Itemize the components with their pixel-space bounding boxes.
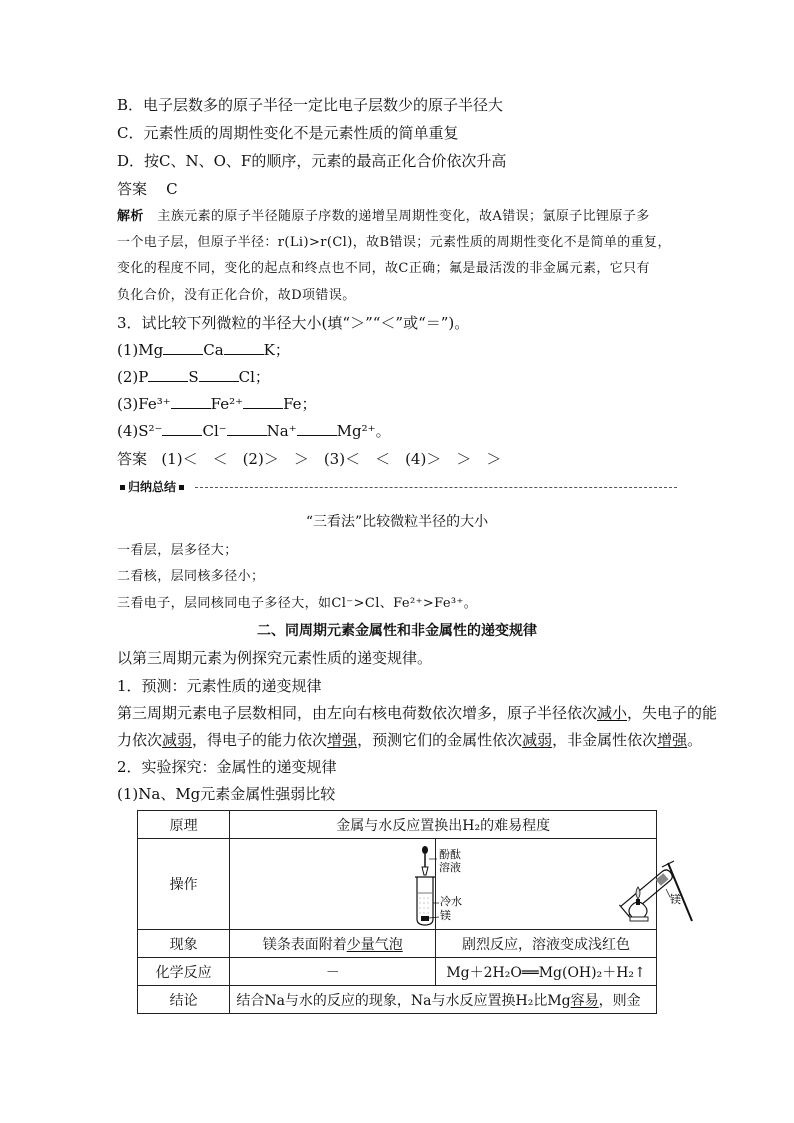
q3-item-2: (2)P S Cl； [117,368,270,386]
square-bullet-icon [120,485,125,490]
table-row [138,811,657,839]
row-label: 化学反应 [138,958,230,986]
q3-stem: 3．试比较下列微粒的半径大小(填“＞”“＜”或“＝”)。 [117,314,470,332]
section-heading: 二、同周期元素金属性和非金属性的递变规律 [257,623,537,639]
svg-text:镁: 镁 [670,892,682,906]
row-label: 原理 [138,811,230,839]
dashed-divider [195,487,677,488]
option-d: D．按C、N、O、F的顺序，元素的最高正化合价依次升高 [117,152,507,170]
principle-cell: 金属与水反应置换出H₂的难易程度 [230,811,657,839]
summary-tag: 归纳总结 [128,480,177,494]
cold-water-illustration [230,839,462,930]
subheading-experiment: 2．实验探究：金属性的递变规律 [117,758,337,776]
analysis-line-4: 负化合价，没有正化合价，故D项错误。 [117,288,356,303]
row-label: 现象 [138,930,230,958]
subheading-na-mg: (1)Na、Mg元素金属性强弱比较 [117,785,336,803]
svg-text:镁: 镁 [439,908,451,922]
option-b: B．电子层数多的原子半径一定比电子层数少的原子半径大 [117,96,504,114]
svg-text:冷水: 冷水 [439,894,462,908]
summary-header [117,479,677,495]
q3-item-3: (3)Fe³⁺ Fe²⁺ Fe； [117,395,317,413]
row-label: 操作 [138,839,230,930]
analysis-line-3: 变化的程度不同，变化的起点和终点也不同，故C正确；氟是最活泼的非金属元素，它只有 [117,261,650,276]
table-row [138,986,657,1014]
q3-item-4: (4)S²⁻ Cl⁻ Na⁺ Mg²⁺。 [117,422,391,440]
phenomenon-hot: 剧烈反应，溶液变成浅红色 [436,930,657,958]
svg-text:酚酞: 酚酞 [438,847,461,861]
phenomenon-cold: 镁条表面附着少量气泡 [230,930,436,958]
answer-value: C [166,180,178,198]
conclusion-cell: 结合Na与水的反应的现象，Na与水反应置换H₂比Mg容易，则金 [230,986,657,1014]
reaction-cold: － [230,958,436,986]
prediction-paragraph-line-2: 力依次减弱，得电子的能力依次增强，预测它们的金属性依次减弱，非金属性依次增强。 [117,731,703,749]
analysis-line-2: 一个电子层，但原子半径：r(Li)>r(Cl)，故B错误；元素性质的周期性变化不是简单的重复， [117,235,671,250]
table-row [138,839,657,930]
reaction-hot: Mg＋2H₂O══Mg(OH)₂＋H₂↑ [436,958,657,986]
subheading-prediction: 1．预测：元素性质的递变规律 [117,677,322,695]
analysis-label: 解析 [117,209,144,224]
prediction-paragraph-line-1: 第三周期元素电子层数相同，由左向右核电荷数依次增多，原子半径依次减小，失电子的能 [117,704,718,722]
q3-answer [117,449,501,469]
answer-label: 答案 [117,450,148,468]
table-row [138,930,657,958]
answer-label: 答案 [117,180,148,198]
summary-line-2: 二看核，层同核多径小； [117,569,265,584]
q2-answer [117,179,178,199]
q3-item-1: (1)Mg Ca K； [117,341,290,359]
svg-text:溶液: 溶液 [438,860,461,874]
summary-title: “三看法”比较微粒半径的大小 [305,514,489,530]
heating-illustration [436,839,682,930]
option-c: C．元素性质的周期性变化不是元素性质的简单重复 [117,124,459,142]
answer-value: (1)＜ ＜ (2)＞ ＞ (3)＜ ＜ (4)＞ ＞ ＞ [161,450,502,468]
alcohol-lamp-test-tube-icon [546,841,766,928]
experiment-table [137,810,682,1014]
square-bullet-icon [179,485,184,490]
row-label: 结论 [138,986,230,1014]
summary-line-3: 三看电子，层同核同电子多径大，如Cl⁻>Cl、Fe²⁺>Fe³⁺。 [117,596,478,611]
analysis-line-1: 解析 主族元素的原子半径随原子序数的递增呈周期性变化，故A错误；氯原子比锂原子多 [117,209,650,224]
section-intro: 以第三周期元素为例探究元素性质的递变规律。 [117,649,433,667]
summary-line-1: 一看层，层多径大； [117,543,238,558]
table-row [138,958,657,986]
